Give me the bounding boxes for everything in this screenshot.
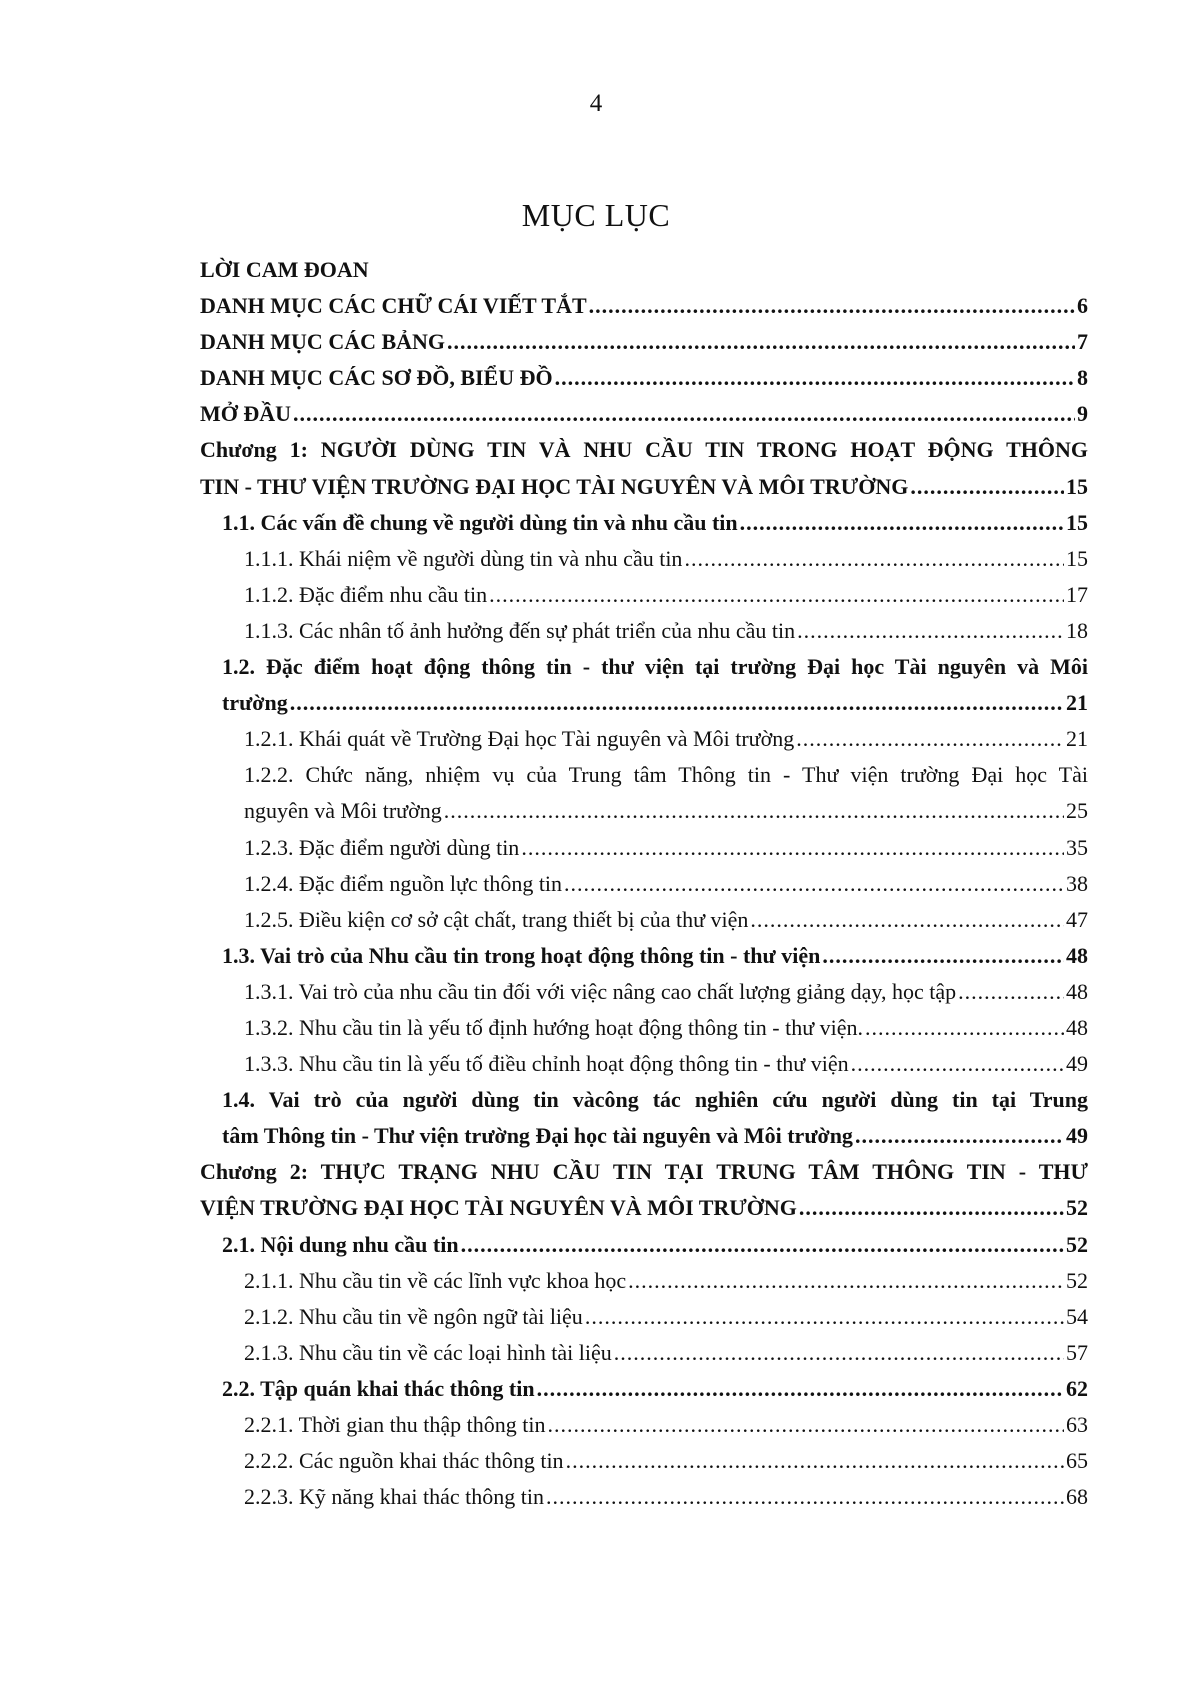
toc-entry-text: 1.2.3. Đặc điểm người dùng tin bbox=[244, 834, 520, 860]
toc-page-number: 62 bbox=[1066, 1375, 1088, 1401]
dot-leader bbox=[910, 469, 1064, 505]
toc-page-number: 21 bbox=[1066, 690, 1088, 716]
toc-entry-chapter-2[interactable] bbox=[200, 1154, 1088, 1226]
dot-leader bbox=[585, 1299, 1064, 1335]
toc-page-number: 49 bbox=[1066, 1051, 1088, 1077]
toc-page-number: 25 bbox=[1066, 798, 1088, 824]
toc-title: MỤC LỤC bbox=[521, 197, 671, 233]
toc-entry[interactable] bbox=[200, 1443, 1088, 1479]
dot-leader bbox=[797, 613, 1064, 649]
toc-page-number: 52 bbox=[1066, 1267, 1088, 1293]
toc-entry-text: 2.2. Tập quán khai thác thông tin bbox=[222, 1375, 535, 1401]
toc-entry-text-line2: VIỆN TRƯỜNG ĐẠI HỌC TÀI NGUYÊN VÀ MÔI TRƯỜNG bbox=[200, 1195, 797, 1221]
toc-entry-text-line1: 1.2. Đặc điểm hoạt động thông tin - thư viện tại trường Đại học Tài nguyên và Môi bbox=[222, 654, 1088, 680]
toc-entry-text: 1.2.4. Đặc điểm nguồn lực thông tin bbox=[244, 870, 563, 896]
toc-entry[interactable] bbox=[200, 866, 1088, 902]
toc-page-number: 57 bbox=[1066, 1339, 1088, 1365]
dot-leader bbox=[855, 1118, 1064, 1154]
toc-page-number: 21 bbox=[1066, 726, 1088, 752]
toc-entry[interactable] bbox=[200, 1371, 1088, 1407]
toc-page-number: 38 bbox=[1066, 870, 1088, 896]
toc-entry-text: 2.2.2. Các nguồn khai thác thông tin bbox=[244, 1448, 564, 1474]
toc-entry-text: MỞ ĐẦU bbox=[200, 401, 292, 427]
toc-entry-text: 2.1.2. Nhu cầu tin về ngôn ngữ tài liệu bbox=[244, 1303, 583, 1329]
toc-entry-text: 1.1.3. Các nhân tố ảnh hưởng đến sự phát triển của nhu cầu tin bbox=[244, 617, 796, 643]
dot-leader bbox=[548, 1407, 1065, 1443]
toc-page-number: 48 bbox=[1066, 1014, 1088, 1040]
toc-entry-text-line2: trường bbox=[222, 690, 288, 716]
toc-entry-text: DANH MỤC CÁC CHỮ CÁI VIẾT TẮT bbox=[200, 293, 587, 319]
toc-entry-text-line1: 1.2.2. Chức năng, nhiệm vụ của Trung tâm Thông tin - Thư viện trường Đại học Tài bbox=[244, 762, 1088, 788]
toc-entry[interactable] bbox=[200, 1263, 1088, 1299]
toc-page-number: 52 bbox=[1066, 1195, 1088, 1221]
dot-leader bbox=[555, 360, 1075, 396]
toc-page-number: 18 bbox=[1066, 617, 1088, 643]
toc-entry-section-1-2[interactable] bbox=[200, 649, 1088, 721]
page-number: 4 bbox=[589, 90, 603, 117]
toc-page-number: 9 bbox=[1077, 401, 1088, 427]
toc-entry-text: LỜI CAM ĐOAN bbox=[200, 257, 369, 282]
toc-entry[interactable] bbox=[200, 288, 1088, 324]
toc-entry-text: 2.2.1. Thời gian thu thập thông tin bbox=[244, 1412, 546, 1437]
toc-entry[interactable] bbox=[200, 902, 1088, 938]
toc-entry-text: 1.1. Các vấn đề chung về người dùng tin và nhu cầu tin bbox=[222, 509, 738, 535]
dot-leader bbox=[546, 1479, 1064, 1515]
toc-entry[interactable] bbox=[200, 577, 1088, 613]
toc-entry[interactable] bbox=[200, 324, 1088, 360]
toc-page-number: 15 bbox=[1066, 509, 1088, 535]
toc-entry-section-1-4[interactable] bbox=[200, 1082, 1088, 1154]
dot-leader bbox=[958, 974, 1064, 1010]
dot-leader bbox=[796, 721, 1064, 757]
toc-entry[interactable] bbox=[200, 1227, 1088, 1263]
toc-entry[interactable] bbox=[200, 541, 1088, 577]
toc-entry[interactable] bbox=[200, 830, 1088, 866]
toc-entry-text-line1: Chương 2: THỰC TRẠNG NHU CẦU TIN TẠI TRUNG TÂM THÔNG TIN - THƯ bbox=[200, 1159, 1088, 1185]
toc-entry[interactable] bbox=[200, 721, 1088, 757]
table-of-contents bbox=[200, 252, 1088, 1515]
toc-entry[interactable] bbox=[200, 613, 1088, 649]
dot-leader bbox=[447, 324, 1075, 360]
toc-page-number: 48 bbox=[1066, 942, 1088, 968]
dot-leader bbox=[489, 577, 1064, 613]
toc-page-number: 49 bbox=[1066, 1123, 1088, 1149]
toc-entry-text-line1: Chương 1: NGƯỜI DÙNG TIN VÀ NHU CẦU TIN TRONG HOẠT ĐỘNG THÔNG bbox=[200, 437, 1088, 463]
dot-leader bbox=[444, 793, 1064, 829]
toc-entry[interactable] bbox=[200, 1479, 1088, 1515]
toc-entry-chapter-1[interactable] bbox=[200, 432, 1088, 504]
toc-entry-text: 1.2.5. Điều kiện cơ sở cật chất, trang thiết bị của thư viện bbox=[244, 906, 749, 932]
toc-page-number: 52 bbox=[1066, 1231, 1088, 1257]
toc-entry-text: 1.3.1. Vai trò của nhu cầu tin đối với việc nâng cao chất lượng giảng dạy, học tập bbox=[244, 978, 957, 1004]
toc-page-number: 54 bbox=[1066, 1303, 1088, 1329]
toc-page-number: 47 bbox=[1066, 906, 1088, 932]
dot-leader bbox=[537, 1371, 1064, 1407]
toc-entry-text: 1.2.1. Khái quát về Trường Đại học Tài nguyên và Môi trường bbox=[244, 726, 795, 752]
toc-page-number: 35 bbox=[1066, 834, 1088, 860]
toc-entry-text: 2.2.3. Kỹ năng khai thác thông tin bbox=[244, 1484, 545, 1510]
toc-entry-text-line1: 1.4. Vai trò của người dùng tin vàcông tác nghiên cứu người dùng tin tại Trung bbox=[222, 1087, 1088, 1113]
toc-page-number: 48 bbox=[1066, 978, 1088, 1004]
toc-entry[interactable] bbox=[200, 1010, 1088, 1046]
toc-entry-text-line2: TIN - THƯ VIỆN TRƯỜNG ĐẠI HỌC TÀI NGUYÊN VÀ MÔI TRƯỜNG bbox=[200, 473, 909, 499]
toc-page-number: 17 bbox=[1066, 581, 1088, 607]
toc-entry[interactable] bbox=[200, 1407, 1088, 1443]
toc-page-number: 15 bbox=[1066, 473, 1088, 499]
toc-entry[interactable] bbox=[200, 1335, 1088, 1371]
toc-entry[interactable] bbox=[200, 1299, 1088, 1335]
dot-leader bbox=[865, 1010, 1064, 1046]
dot-leader bbox=[566, 1443, 1064, 1479]
toc-entry-text: 2.1. Nội dung nhu cầu tin bbox=[222, 1231, 459, 1257]
toc-entry-text: 1.3.2. Nhu cầu tin là yếu tố định hướng hoạt động thông tin - thư viện. bbox=[244, 1014, 864, 1040]
dot-leader bbox=[290, 685, 1064, 721]
dot-leader bbox=[740, 505, 1064, 541]
dot-leader bbox=[750, 902, 1064, 938]
toc-entry-text: 1.1.1. Khái niệm về người dùng tin và nhu cầu tin bbox=[244, 545, 683, 571]
toc-entry-text-line2: nguyên và Môi trường bbox=[244, 798, 442, 824]
toc-entry-text: 2.1.3. Nhu cầu tin về các loại hình tài liệu bbox=[244, 1339, 612, 1365]
toc-entry[interactable] bbox=[200, 974, 1088, 1010]
toc-page-number: 65 bbox=[1066, 1448, 1088, 1474]
toc-entry[interactable] bbox=[200, 1046, 1088, 1082]
toc-entry-text: 1.1.2. Đặc điểm nhu cầu tin bbox=[244, 581, 488, 607]
toc-entry[interactable] bbox=[200, 505, 1088, 541]
dot-leader bbox=[461, 1227, 1064, 1263]
toc-entry-text-line2: tâm Thông tin - Thư viện trường Đại học tài nguyên và Môi trường bbox=[222, 1123, 853, 1149]
toc-page-number: 7 bbox=[1077, 329, 1088, 355]
dot-leader bbox=[684, 541, 1064, 577]
dot-leader bbox=[589, 288, 1075, 324]
toc-entry-text: DANH MỤC CÁC SƠ ĐỒ, BIỂU ĐỒ bbox=[200, 365, 553, 391]
dot-leader bbox=[799, 1190, 1064, 1226]
toc-entry[interactable] bbox=[200, 360, 1088, 396]
toc-entry-text: 1.3. Vai trò của Nhu cầu tin trong hoạt động thông tin - thư viện bbox=[222, 942, 821, 968]
dot-leader bbox=[564, 866, 1064, 902]
toc-page-number: 15 bbox=[1066, 545, 1088, 571]
toc-page-number: 6 bbox=[1077, 293, 1088, 319]
dot-leader bbox=[822, 938, 1064, 974]
toc-page-number: 63 bbox=[1066, 1412, 1088, 1437]
toc-page-number: 68 bbox=[1066, 1484, 1088, 1510]
toc-entry-text: DANH MỤC CÁC BẢNG bbox=[200, 329, 446, 355]
toc-entry-text: 2.1.1. Nhu cầu tin về các lĩnh vực khoa học bbox=[244, 1267, 627, 1293]
dot-leader bbox=[293, 396, 1075, 432]
toc-entry-section-1-2-2[interactable] bbox=[200, 757, 1088, 829]
toc-entry[interactable] bbox=[200, 252, 1088, 288]
toc-entry[interactable] bbox=[200, 396, 1088, 432]
toc-entry-text: 1.3.3. Nhu cầu tin là yếu tố điều chỉnh hoạt động thông tin - thư viện bbox=[244, 1051, 849, 1077]
dot-leader bbox=[851, 1046, 1064, 1082]
dot-leader bbox=[614, 1335, 1064, 1371]
dot-leader bbox=[521, 830, 1064, 866]
toc-page-number: 8 bbox=[1077, 365, 1088, 391]
dot-leader bbox=[628, 1263, 1064, 1299]
toc-entry[interactable] bbox=[200, 938, 1088, 974]
